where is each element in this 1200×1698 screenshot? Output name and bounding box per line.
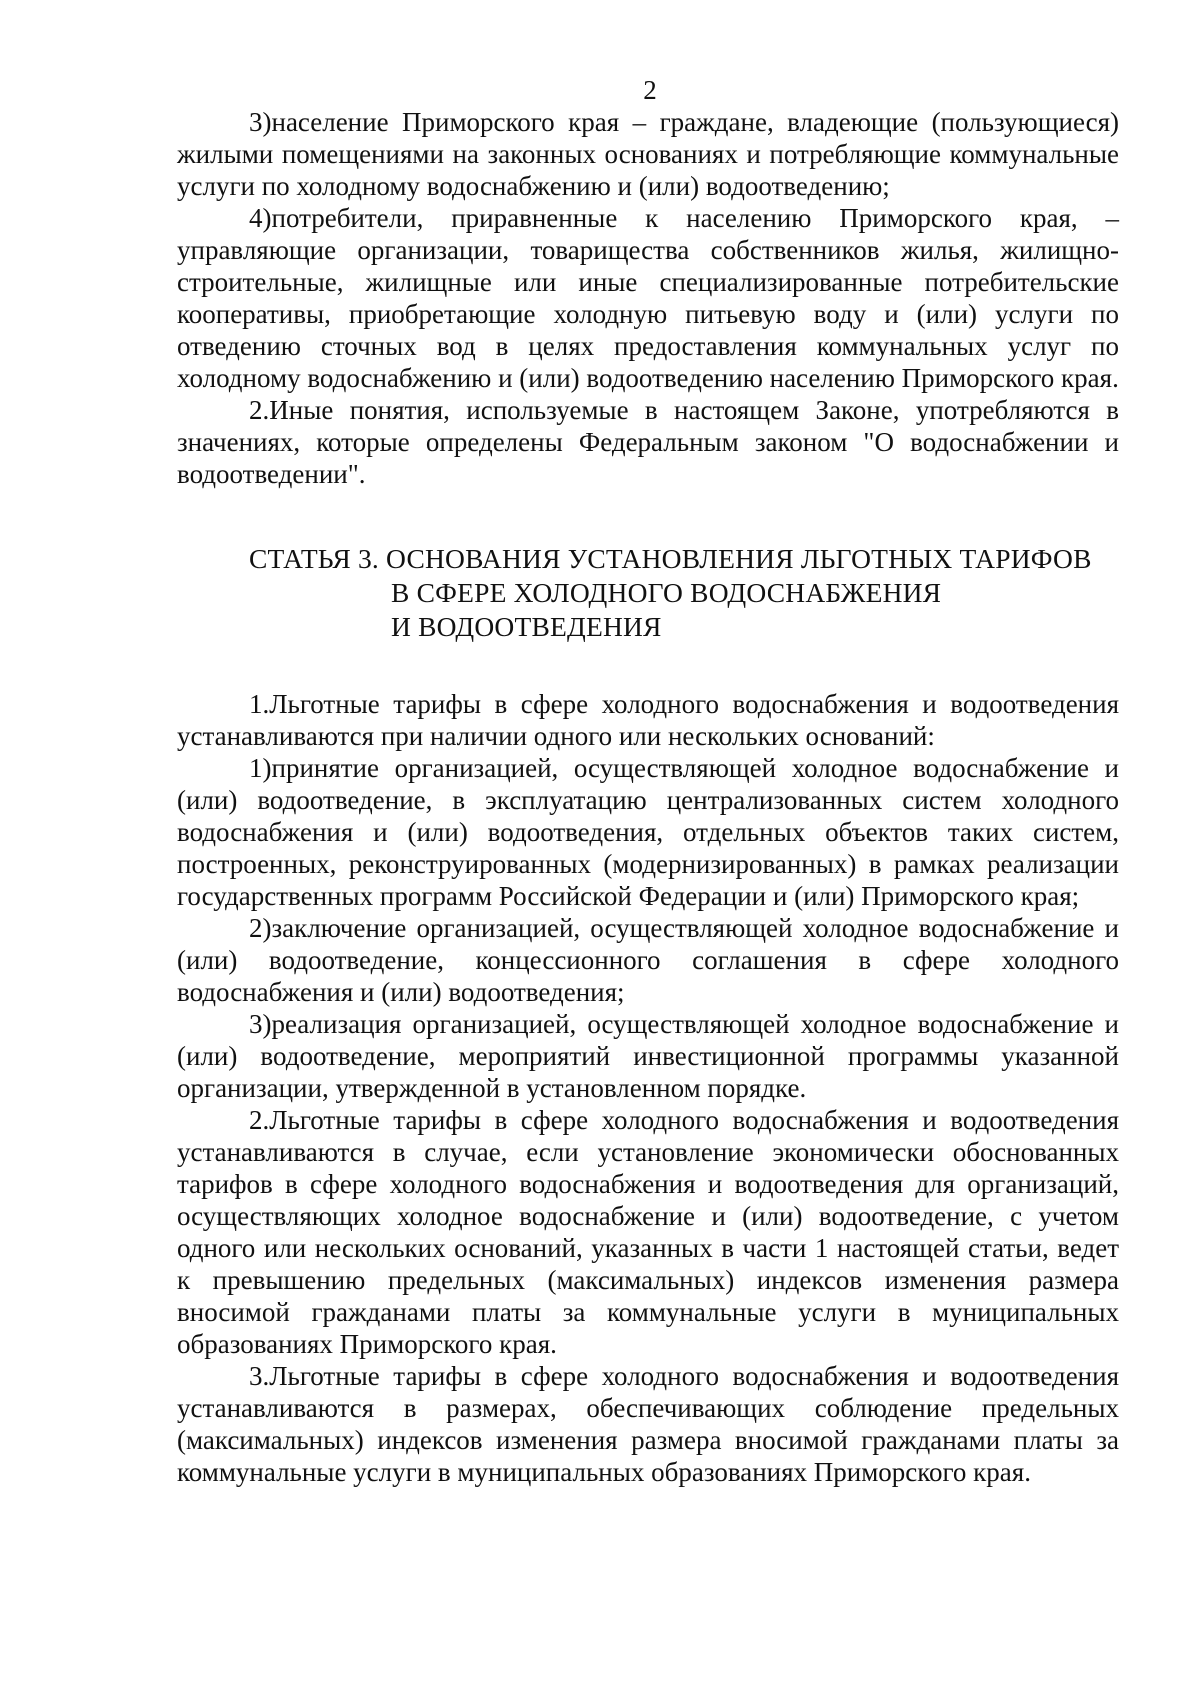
page-number: 2	[643, 75, 657, 105]
article-heading-line-3: И ВОДООТВЕДЕНИЯ	[391, 611, 662, 642]
document-body	[177, 106, 1119, 1488]
paragraph-other-terms: 2.Иные понятия, используемые в настоящем Законе, употребляются в значениях, которые определены Федеральным законом "О водоснабжении и водоотведении".	[177, 395, 1119, 489]
paragraph-definition-3: 3)население Приморского края – граждане, владеющие (пользующиеся) жилыми помещениями на законных основаниях и потребляющие коммунальные услуги по холодному водоснабжению и (или) водоотведению;	[177, 107, 1119, 201]
article-3-heading	[177, 542, 1119, 644]
paragraph-article-3-part-1: 1.Льготные тарифы в сфере холодного водоснабжения и водоотведения устанавливаются при наличии одного или нескольких оснований:	[177, 689, 1119, 751]
paragraph-definition-4: 4)потребители, приравненные к населению Приморского края, – управляющие организации, товарищества собственников жилья, жилищно-строительные, жилищные или иные специализированные потребительские кооперативы, приобретающие холодную питьевую воду и (или) услуги по отведению сточных вод в целях предоставления коммунальных услуг по холодному водоснабжению и (или) водоотведению населению Приморского края.	[177, 203, 1119, 393]
paragraph-article-3-item-1: 1)принятие организацией, осуществляющей холодное водоснабжение и (или) водоотведение, в эксплуатацию централизованных систем холодного водоснабжения и (или) водоотведения, отдельных объектов таких систем, построенных, реконструированных (модернизированных) в рамках реализации государственных программ Российской Федерации и (или) Приморского края;	[177, 753, 1119, 911]
article-heading-line-1: СТАТЬЯ 3. ОСНОВАНИЯ УСТАНОВЛЕНИЯ ЛЬГОТНЫХ ТАРИФОВ	[249, 543, 1092, 574]
paragraph-article-3-part-3: 3.Льготные тарифы в сфере холодного водоснабжения и водоотведения устанавливаются в размерах, обеспечивающих соблюдение предельных (максимальных) индексов изменения размера вносимой гражданами платы за коммунальные услуги в муниципальных образованиях Приморского края.	[177, 1361, 1119, 1487]
paragraph-article-3-item-2: 2)заключение организацией, осуществляющей холодное водоснабжение и (или) водоотведение, концессионного соглашения в сфере холодного водоснабжения и (или) водоотведения;	[177, 913, 1119, 1007]
paragraph-article-3-item-3: 3)реализация организацией, осуществляющей холодное водоснабжение и (или) водоотведение, мероприятий инвестиционной программы указанной организации, утвержденной в установленном порядке.	[177, 1009, 1119, 1103]
article-heading-line-2: В СФЕРЕ ХОЛОДНОГО ВОДОСНАБЖЕНИЯ	[391, 577, 942, 608]
paragraph-article-3-part-2: 2.Льготные тарифы в сфере холодного водоснабжения и водоотведения устанавливаются в случае, если установление экономически обоснованных тарифов в сфере холодного водоснабжения и водоотведения для организаций, осуществляющих холодное водоснабжение и (или) водоотведение, с учетом одного или нескольких оснований, указанных в части 1 настоящей статьи, ведет к превышению предельных (максимальных) индексов изменения размера вносимой гражданами платы за коммунальные услуги в муниципальных образованиях Приморского края.	[177, 1105, 1119, 1359]
